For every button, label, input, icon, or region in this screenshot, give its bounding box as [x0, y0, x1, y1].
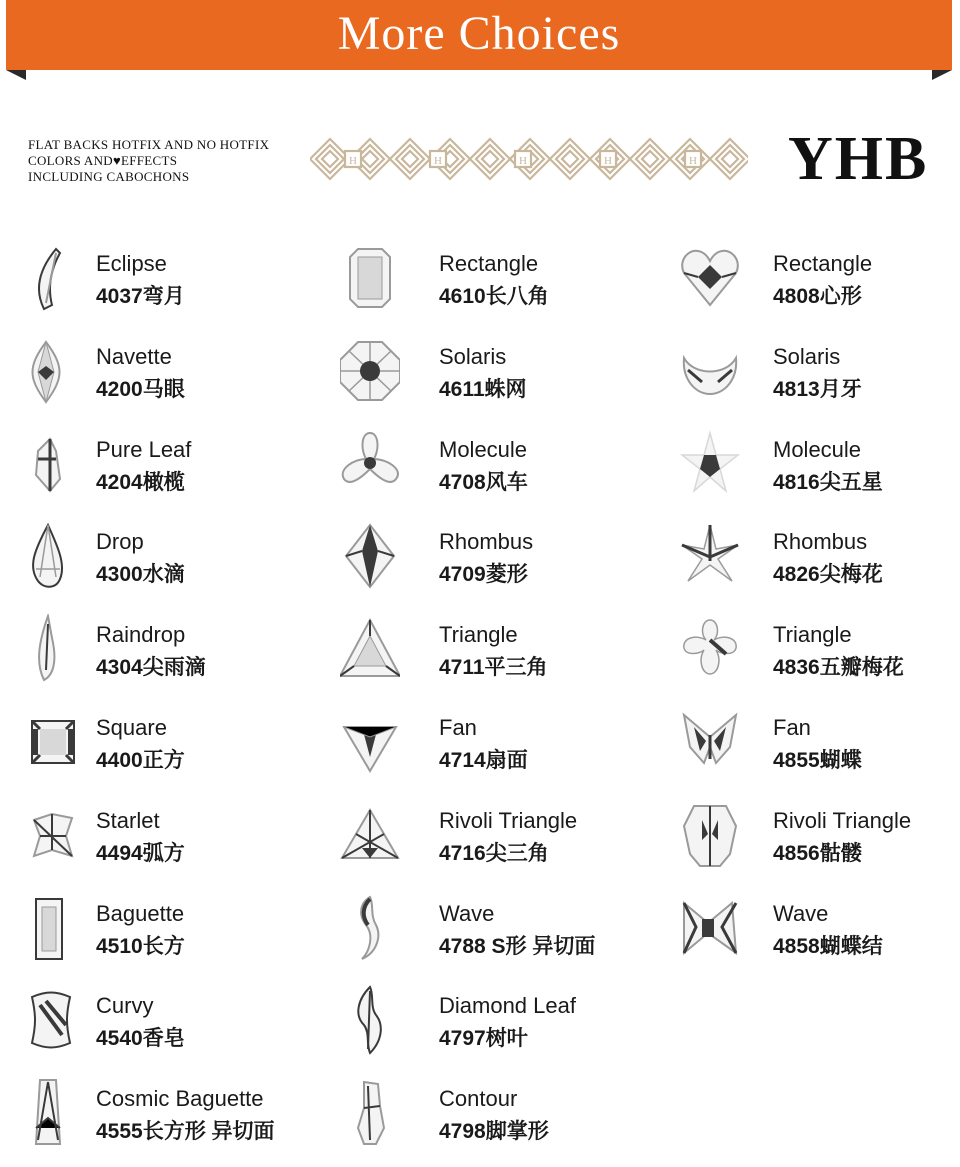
cosmic-baguette-icon: [26, 1078, 86, 1148]
product-code: 4510长方: [96, 935, 185, 958]
heart-icon: [680, 243, 740, 313]
product-item: [680, 336, 960, 406]
product-item: [680, 614, 960, 684]
product-code: 4716尖三角: [439, 842, 549, 865]
banner-fold-left: [6, 70, 26, 80]
product-name: Square: [96, 715, 167, 740]
product-code: 4708风车: [439, 471, 528, 494]
svg-text:H: H: [349, 155, 357, 167]
rivoli-triangle-icon: [340, 800, 400, 870]
product-code: 4714扇面: [439, 749, 528, 772]
product-name: Wave: [439, 901, 495, 926]
product-code: 4540香皂: [96, 1027, 185, 1050]
product-name: Solaris: [773, 344, 841, 369]
product-code: 4304尖雨滴: [96, 656, 206, 679]
product-name: Fan: [439, 715, 477, 740]
product-code: 4037弯月: [96, 285, 185, 308]
product-item: [340, 800, 620, 870]
product-item: [26, 336, 306, 406]
product-item: [680, 893, 960, 963]
product-item: [26, 521, 306, 591]
tagline-line: COLORS AND♥EFFECTS: [28, 153, 178, 168]
product-item: [26, 243, 306, 313]
curvy-icon: [26, 985, 86, 1055]
product-code: 4494弧方: [96, 842, 185, 865]
pure-leaf-icon: [26, 429, 86, 499]
eclipse-icon: [26, 243, 86, 313]
product-item: [26, 985, 306, 1055]
product-code: 4797树叶: [439, 1027, 528, 1050]
brand-tagline: [28, 137, 269, 185]
product-name: Baguette: [96, 901, 185, 926]
product-name: Rivoli Triangle: [773, 808, 912, 833]
product-item: [340, 707, 620, 777]
product-item: [26, 429, 306, 499]
product-name: Raindrop: [96, 622, 186, 647]
product-code: 4858蝴蝶结: [773, 935, 883, 958]
product-item: [680, 707, 960, 777]
product-name: Molecule: [439, 437, 528, 462]
rhombus-icon: [340, 521, 400, 591]
banner-fold-right: [932, 70, 952, 80]
product-code: 4611蛛网: [439, 378, 527, 401]
product-code: 4855蝴蝶: [773, 749, 862, 772]
navette-icon: [26, 336, 86, 406]
product-item: [26, 614, 306, 684]
product-code: 4808心形: [773, 285, 862, 308]
octagon-solaris-icon: [340, 336, 400, 406]
bow-icon: [680, 893, 740, 963]
product-item: [340, 614, 620, 684]
product-name: Rectangle: [773, 251, 873, 276]
product-item: [340, 521, 620, 591]
drop-icon: [26, 521, 86, 591]
product-name: Starlet: [96, 808, 160, 833]
product-item: [340, 893, 620, 963]
product-code: 4816尖五星: [773, 471, 883, 494]
product-code: 4300水滴: [96, 563, 185, 586]
starlet-icon: [26, 800, 86, 870]
product-name: Navette: [96, 344, 172, 369]
product-item: [680, 243, 960, 313]
triangle-icon: [340, 614, 400, 684]
svg-text:H: H: [689, 155, 697, 167]
product-name: Wave: [773, 901, 829, 926]
product-name: Fan: [773, 715, 811, 740]
product-code: 4709菱形: [439, 563, 528, 586]
product-name: Pure Leaf: [96, 437, 192, 462]
product-code: 4610长八角: [439, 285, 549, 308]
product-name: Drop: [96, 529, 144, 554]
product-item: [340, 1078, 620, 1148]
butterfly-icon: [680, 707, 740, 777]
product-name: Cosmic Baguette: [96, 1086, 264, 1111]
product-code: 4400正方: [96, 749, 185, 772]
product-code: 4788 S形 异切面: [439, 935, 596, 958]
product-code: 4826尖梅花: [773, 563, 883, 586]
baguette-icon: [26, 893, 86, 963]
tagline-line: FLAT BACKS HOTFIX AND NO HOTFIX: [28, 137, 270, 152]
product-item: [680, 800, 960, 870]
product-item: [26, 1078, 306, 1148]
page-title: More Choices: [337, 7, 621, 60]
wave-s-icon: [340, 893, 400, 963]
product-name: Triangle: [773, 622, 852, 647]
product-name: Rhombus: [773, 529, 868, 554]
svg-text:H: H: [434, 155, 442, 167]
raindrop-icon: [26, 614, 86, 684]
product-name: Eclipse: [96, 251, 167, 276]
product-item: [680, 429, 960, 499]
crescent-icon: [680, 336, 740, 406]
product-item: [340, 985, 620, 1055]
product-item: [340, 243, 620, 313]
svg-text:H: H: [519, 155, 527, 167]
product-code: 4798脚掌形: [439, 1120, 549, 1143]
product-code: 4555长方形 异切面: [96, 1120, 275, 1143]
pointed-flower-icon: [680, 521, 740, 591]
product-name: Contour: [439, 1086, 518, 1111]
product-name: Curvy: [96, 993, 154, 1018]
product-item: [680, 521, 960, 591]
diamond-leaf-icon: [340, 985, 400, 1055]
product-name: Rivoli Triangle: [439, 808, 578, 833]
product-name: Solaris: [439, 344, 507, 369]
tagline-line: INCLUDING CABOCHONS: [28, 169, 190, 184]
brand-logo: YHB: [788, 125, 929, 193]
product-item: [26, 893, 306, 963]
product-code: 4813月牙: [773, 378, 862, 401]
product-code: 4200马眼: [96, 378, 185, 401]
skull-icon: [680, 800, 740, 870]
product-item: [340, 429, 620, 499]
product-code: 4204橄榄: [96, 471, 185, 494]
product-code: 4856骷髅: [773, 842, 862, 865]
square-icon: [26, 707, 86, 777]
fan-icon: [340, 707, 400, 777]
product-name: Diamond Leaf: [439, 993, 576, 1018]
product-code: 4836五瓣梅花: [773, 656, 904, 679]
product-name: Molecule: [773, 437, 862, 462]
contour-icon: [340, 1078, 400, 1148]
svg-text:H: H: [604, 155, 612, 167]
header-banner: [6, 0, 952, 70]
octagon-rectangle-icon: [340, 243, 400, 313]
product-item: [340, 336, 620, 406]
product-item: [26, 800, 306, 870]
five-petal-flower-icon: [680, 614, 740, 684]
product-code: 4711平三角: [439, 656, 548, 679]
product-name: Rhombus: [439, 529, 534, 554]
product-item: [26, 707, 306, 777]
star-icon: [680, 429, 740, 499]
decorative-pattern: [310, 136, 748, 182]
product-name: Rectangle: [439, 251, 539, 276]
product-name: Triangle: [439, 622, 518, 647]
pinwheel-icon: [340, 429, 400, 499]
